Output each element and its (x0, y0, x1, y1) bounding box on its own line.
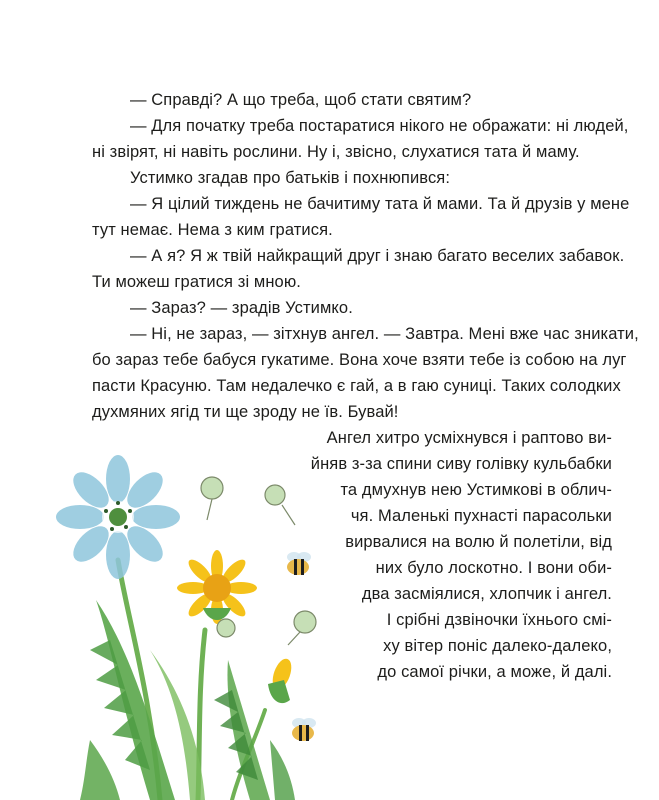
text-line: до самої річки, а може, й далі. (377, 663, 612, 681)
text-line: — Ні, не зараз, — зітхнув ангел. — Завтра. Мені вже час зникати, (130, 325, 639, 343)
text-line: тут немає. Нема з ким гратися. (92, 221, 333, 239)
text-line: — Я цілий тиждень не бачитиму тата й мами. Та й друзів у мене (130, 195, 630, 213)
text-line: бо зараз тебе бабуся гукатиме. Вона хоче взяти тебе із собою на луг (92, 351, 627, 369)
text-line: — Справді? А що треба, щоб стати святим? (130, 91, 472, 109)
text-line: пасти Красуню. Там недалечко є гай, а в гаю суниці. Таких солодких (92, 377, 621, 395)
text-line: Устимко згадав про батьків і похнюпився: (130, 169, 451, 187)
text-line: — А я? Я ж твій найкращий друг і знаю багато веселих забавок. (130, 247, 625, 265)
text-line: Ти можеш гратися зі мною. (92, 273, 301, 291)
leaves (80, 600, 295, 800)
text-line: йняв з-за спини сиву голівку кульбабки (310, 455, 612, 473)
bee-icon (292, 718, 316, 741)
text-line: та дмухнув нею Устимкові в облич- (340, 481, 612, 499)
text-line: духмяних ягід ти ще зроду не їв. Бувай! (92, 403, 399, 421)
text-line: чя. Маленькі пухнасті парасольки (350, 507, 612, 525)
yellow-dandelion (177, 550, 257, 624)
text-line: — Для початку треба постаратися нікого не ображати: ні людей, (130, 117, 629, 135)
text-line: ні звірят, ні навіть рослини. Ну і, звісно, слухатися тата й маму. (92, 143, 580, 161)
text-line: І срібні дзвіночки їхнього смі- (386, 611, 612, 629)
text-line: Ангел хитро усміхнувся і раптово ви- (326, 429, 612, 447)
text-line: — Зараз? — зрадів Устимко. (130, 299, 353, 317)
text-line: них було лоскотно. І вони оби- (375, 559, 612, 577)
blue-flower (56, 455, 180, 579)
text-line: два засміялися, хлопчик і ангел. (361, 585, 612, 603)
text-line: ху вітер поніс далеко-далеко, (383, 637, 612, 655)
text-line: вирвалися на волю й полетіли, від (345, 533, 612, 551)
